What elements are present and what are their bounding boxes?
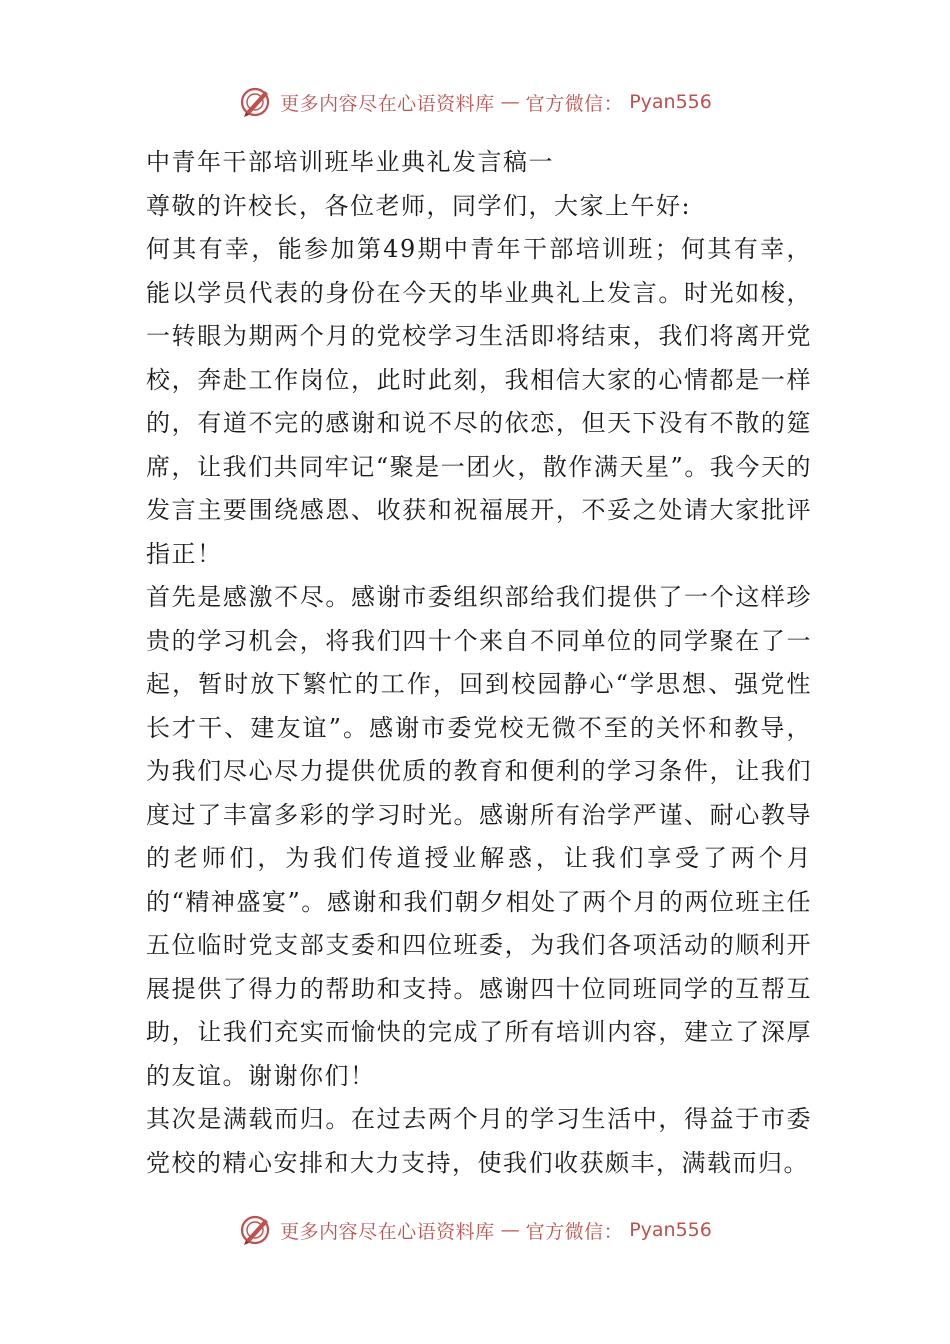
paragraph-3: 其次是满载而归。在过去两个月的学习生活中，得益于市委党校的精心安排和大力支持，使我们收获颇丰，满载而归。	[146, 1105, 812, 1177]
footer-watermark	[0, 1208, 950, 1252]
watermark-separator: —	[500, 91, 520, 113]
paragraph-1: 何其有幸，能参加第49期中青年干部培训班；何其有幸，能以学员代表的身份在今天的毕业典礼上发言。时光如梭，一转眼为期两个月的党校学习生活即将结束，我们将离开党校，奔赴工作岗位，此时此刻，我相信大家的心情都是一样的，有道不完的感谢和说不尽的依恋，但天下没有不散的筵席，让我们共同牢记“聚是一团火，散作满天星”。我今天的发言主要围绕感恩、收获和祝福展开，不妥之处请大家批评指正！	[146, 235, 812, 568]
watermark-text: 更多内容尽在心语资料库	[280, 1220, 495, 1243]
watermark-official: 官方微信：	[525, 1220, 624, 1243]
document-title: 中青年干部培训班毕业典礼发言稿一	[146, 148, 554, 176]
watermark-separator: —	[500, 1219, 520, 1241]
header-watermark	[0, 80, 950, 124]
watermark-text: 更多内容尽在心语资料库	[280, 92, 495, 115]
watermark-handle: Pyan556	[629, 91, 712, 113]
document-body	[146, 141, 812, 1185]
pen-logo-icon	[238, 84, 274, 120]
paragraph-2: 首先是感激不尽。感谢市委组织部给我们提供了一个这样珍贵的学习机会，将我们四十个来自不同单位的同学聚在了一起，暂时放下繁忙的工作，回到校园静心“学思想、强党性长才干、建友谊”。感谢市委党校无微不至的关怀和教导，为我们尽心尽力提供优质的教育和便利的学习条件，让我们度过了丰富多彩的学习时光。感谢所有治学严谨、耐心教导的老师们，为我们传道授业解惑，让我们享受了两个月的“精神盛宴”。感谢和我们朝夕相处了两个月的两位班主任五位临时党支部支委和四位班委，为我们各项活动的顺利开展提供了得力的帮助和支持。感谢四十位同班同学的互帮互助，让我们充实而愉快的完成了所有培训内容，建立了深厚的友谊。谢谢你们！	[146, 583, 812, 1090]
watermark-official: 官方微信：	[525, 92, 624, 115]
document-greeting: 尊敬的许校长，各位老师，同学们，大家上午好:	[146, 191, 692, 220]
watermark-handle: Pyan556	[629, 1219, 712, 1241]
pen-logo-icon	[238, 1212, 274, 1248]
